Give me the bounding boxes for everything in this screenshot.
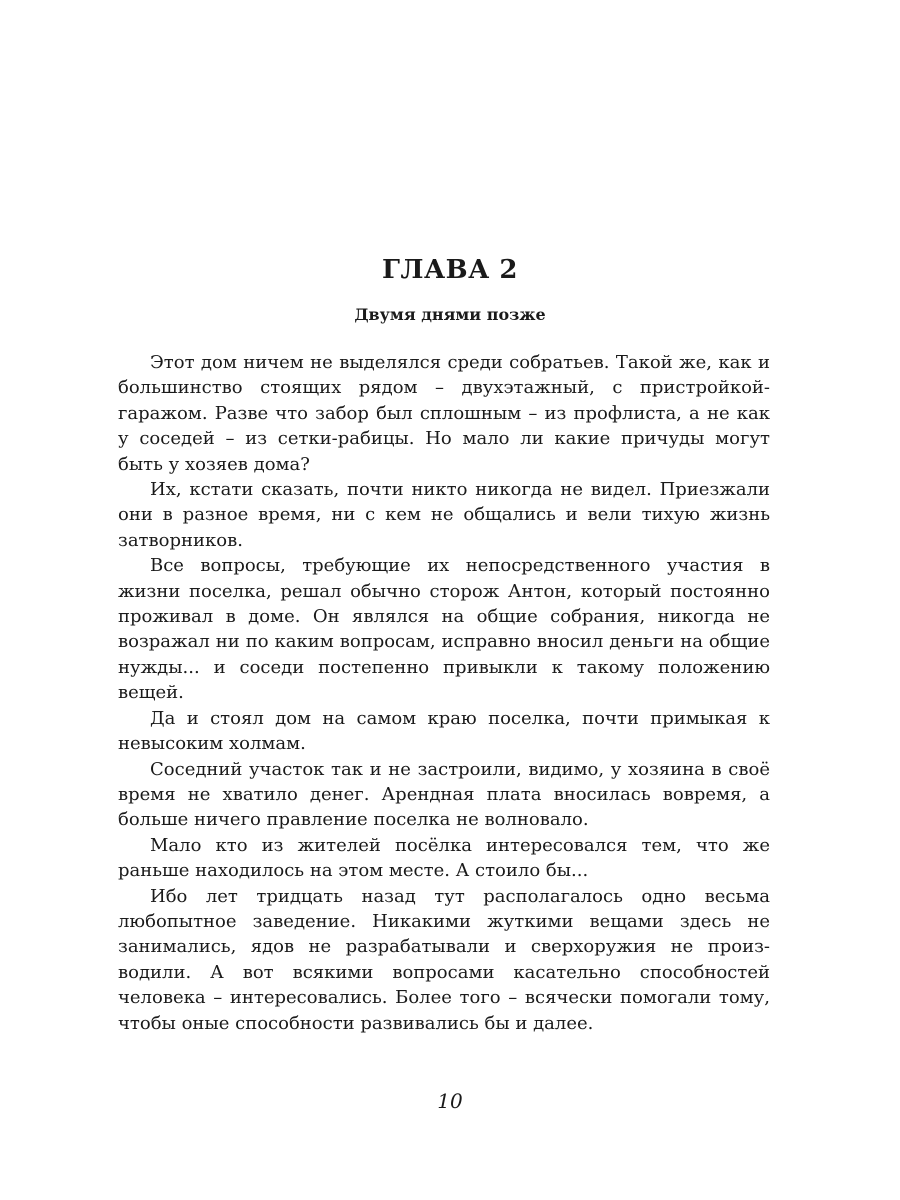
chapter-body <box>118 350 770 1036</box>
paragraph: Соседний участок так и не застроили, видимо, у хозяина в своё время не хватило денег. Арендная плата вносилась вовремя, а больше ничего правление поселка не волновало. <box>118 758 770 831</box>
paragraph: Их, кстати сказать, почти никто никогда не видел. Приезжали они в разное время, ни с кем не общались и вели тихую жизнь затворников. <box>118 479 770 551</box>
chapter-subtitle: Двумя днями позже <box>354 305 546 324</box>
paragraph: Ибо лет тридцать назад тут располагалось одно весьма любопытное заведение. Никакими жуткими вещами здесь не занимались, ядов не разрабатывали и сверхоружия не производили. А вот всякими вопросами касательно способностей человека – интересовались. Более того – всячески помогали тому, чтобы оные способности развивались бы и далее. <box>118 885 770 1034</box>
paragraph: Все вопросы, требующие их непосредственного участия в жизни поселка, решал обычно сторож Антон, который постоянно проживал в доме. Он являлся на общие собрания, никогда не возражал ни по каким вопросам, исправно вносил деньги на общие нужды... и соседи постепенно привыкли к такому положению вещей. <box>118 555 770 704</box>
paragraph: Да и стоял дом на самом краю поселка, почти примыкая к невысоким холмам. <box>118 707 770 755</box>
page-number: 10 <box>437 1089 463 1113</box>
paragraph: Мало кто из жителей посёлка интересовался тем, что же раньше находилось на этом месте. А стоило бы... <box>118 834 770 882</box>
chapter-title: ГЛАВА 2 <box>382 255 518 285</box>
paragraph: Этот дом ничем не выделялся среди собратьев. Такой же, как и большинство стоящих рядом – двухэтажный, с пристройкой-гаражом. Разве что забор был сплошным – из профлиста, а не как у соседей – из сетки-рабицы. Но мало ли какие причуды могут быть у хозяев дома? <box>118 352 770 475</box>
